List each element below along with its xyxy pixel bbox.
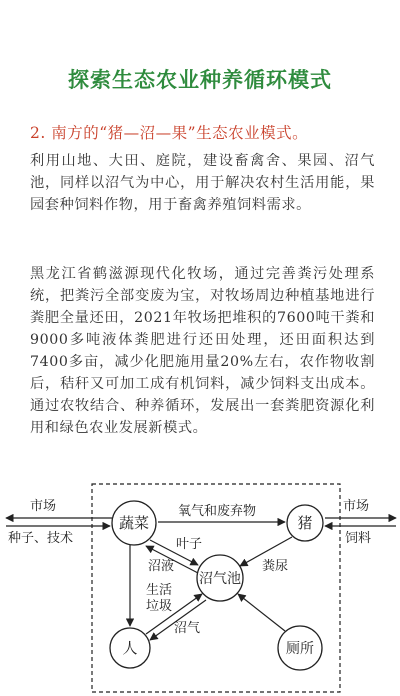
- label-household-waste-line1: 生活: [146, 583, 173, 598]
- node-toilet-label: 厕所: [286, 641, 314, 657]
- node-biogas-pit: [197, 555, 243, 601]
- node-vegetables: [112, 501, 156, 545]
- label-market-right: 市场: [343, 499, 370, 514]
- label-market-left: 市场: [30, 499, 57, 514]
- node-toilet: [278, 626, 322, 670]
- page-title: 探索生态农业种养循环模式: [68, 68, 332, 92]
- node-pig: [287, 505, 323, 541]
- label-feed: 饲料: [345, 531, 372, 546]
- label-household-waste-line2: 垃圾: [146, 599, 173, 614]
- label-oxygen-waste: 氧气和废弃物: [178, 504, 257, 519]
- node-pig-label: 猪: [297, 514, 313, 532]
- arrow-toilet-to-pit: [238, 594, 285, 631]
- paragraph-intro: 利用山地、大田、庭院，建设畜禽舍、果园、沼气池，同样以沼气为中心，用于解决农村生活用能，果园套种饲料作物，用于畜禽养殖饲料需求。: [30, 153, 375, 213]
- label-biogas: 沼气: [174, 621, 201, 636]
- label-seeds-tech: 种子、技术: [8, 531, 74, 546]
- node-person: [110, 628, 150, 668]
- paragraph-case-study: 黑龙江省鹤滋源现代化牧场，通过完善粪污处理系统，把粪污全部变废为宝，对牧场周边种植基地进行粪肥全量还田，2021年牧场把堆积的7600吨干粪和9000多吨液体粪肥进行还田处理，还田面积达到7400多亩，减少化肥施用量20%左右，农作物收割后，秸秆又可加工成有机饲料，减少饲料支出成本。通过农牧结合、种养循环，发展出一套粪肥资源化利用和绿色农业发展新模式。: [30, 266, 375, 436]
- label-manure: 粪尿: [262, 559, 289, 574]
- node-biogas-pit-label: 沼气池: [199, 571, 241, 587]
- label-slurry: 沼液: [148, 559, 175, 574]
- node-vegetables-label: 蔬菜: [118, 514, 150, 532]
- node-person-label: 人: [122, 639, 138, 657]
- cycle-diagram: [0, 470, 400, 696]
- label-leaves: 叶子: [176, 537, 203, 552]
- section-heading: 2. 南方的“猪—沼—果”生态农业模式。: [30, 124, 309, 142]
